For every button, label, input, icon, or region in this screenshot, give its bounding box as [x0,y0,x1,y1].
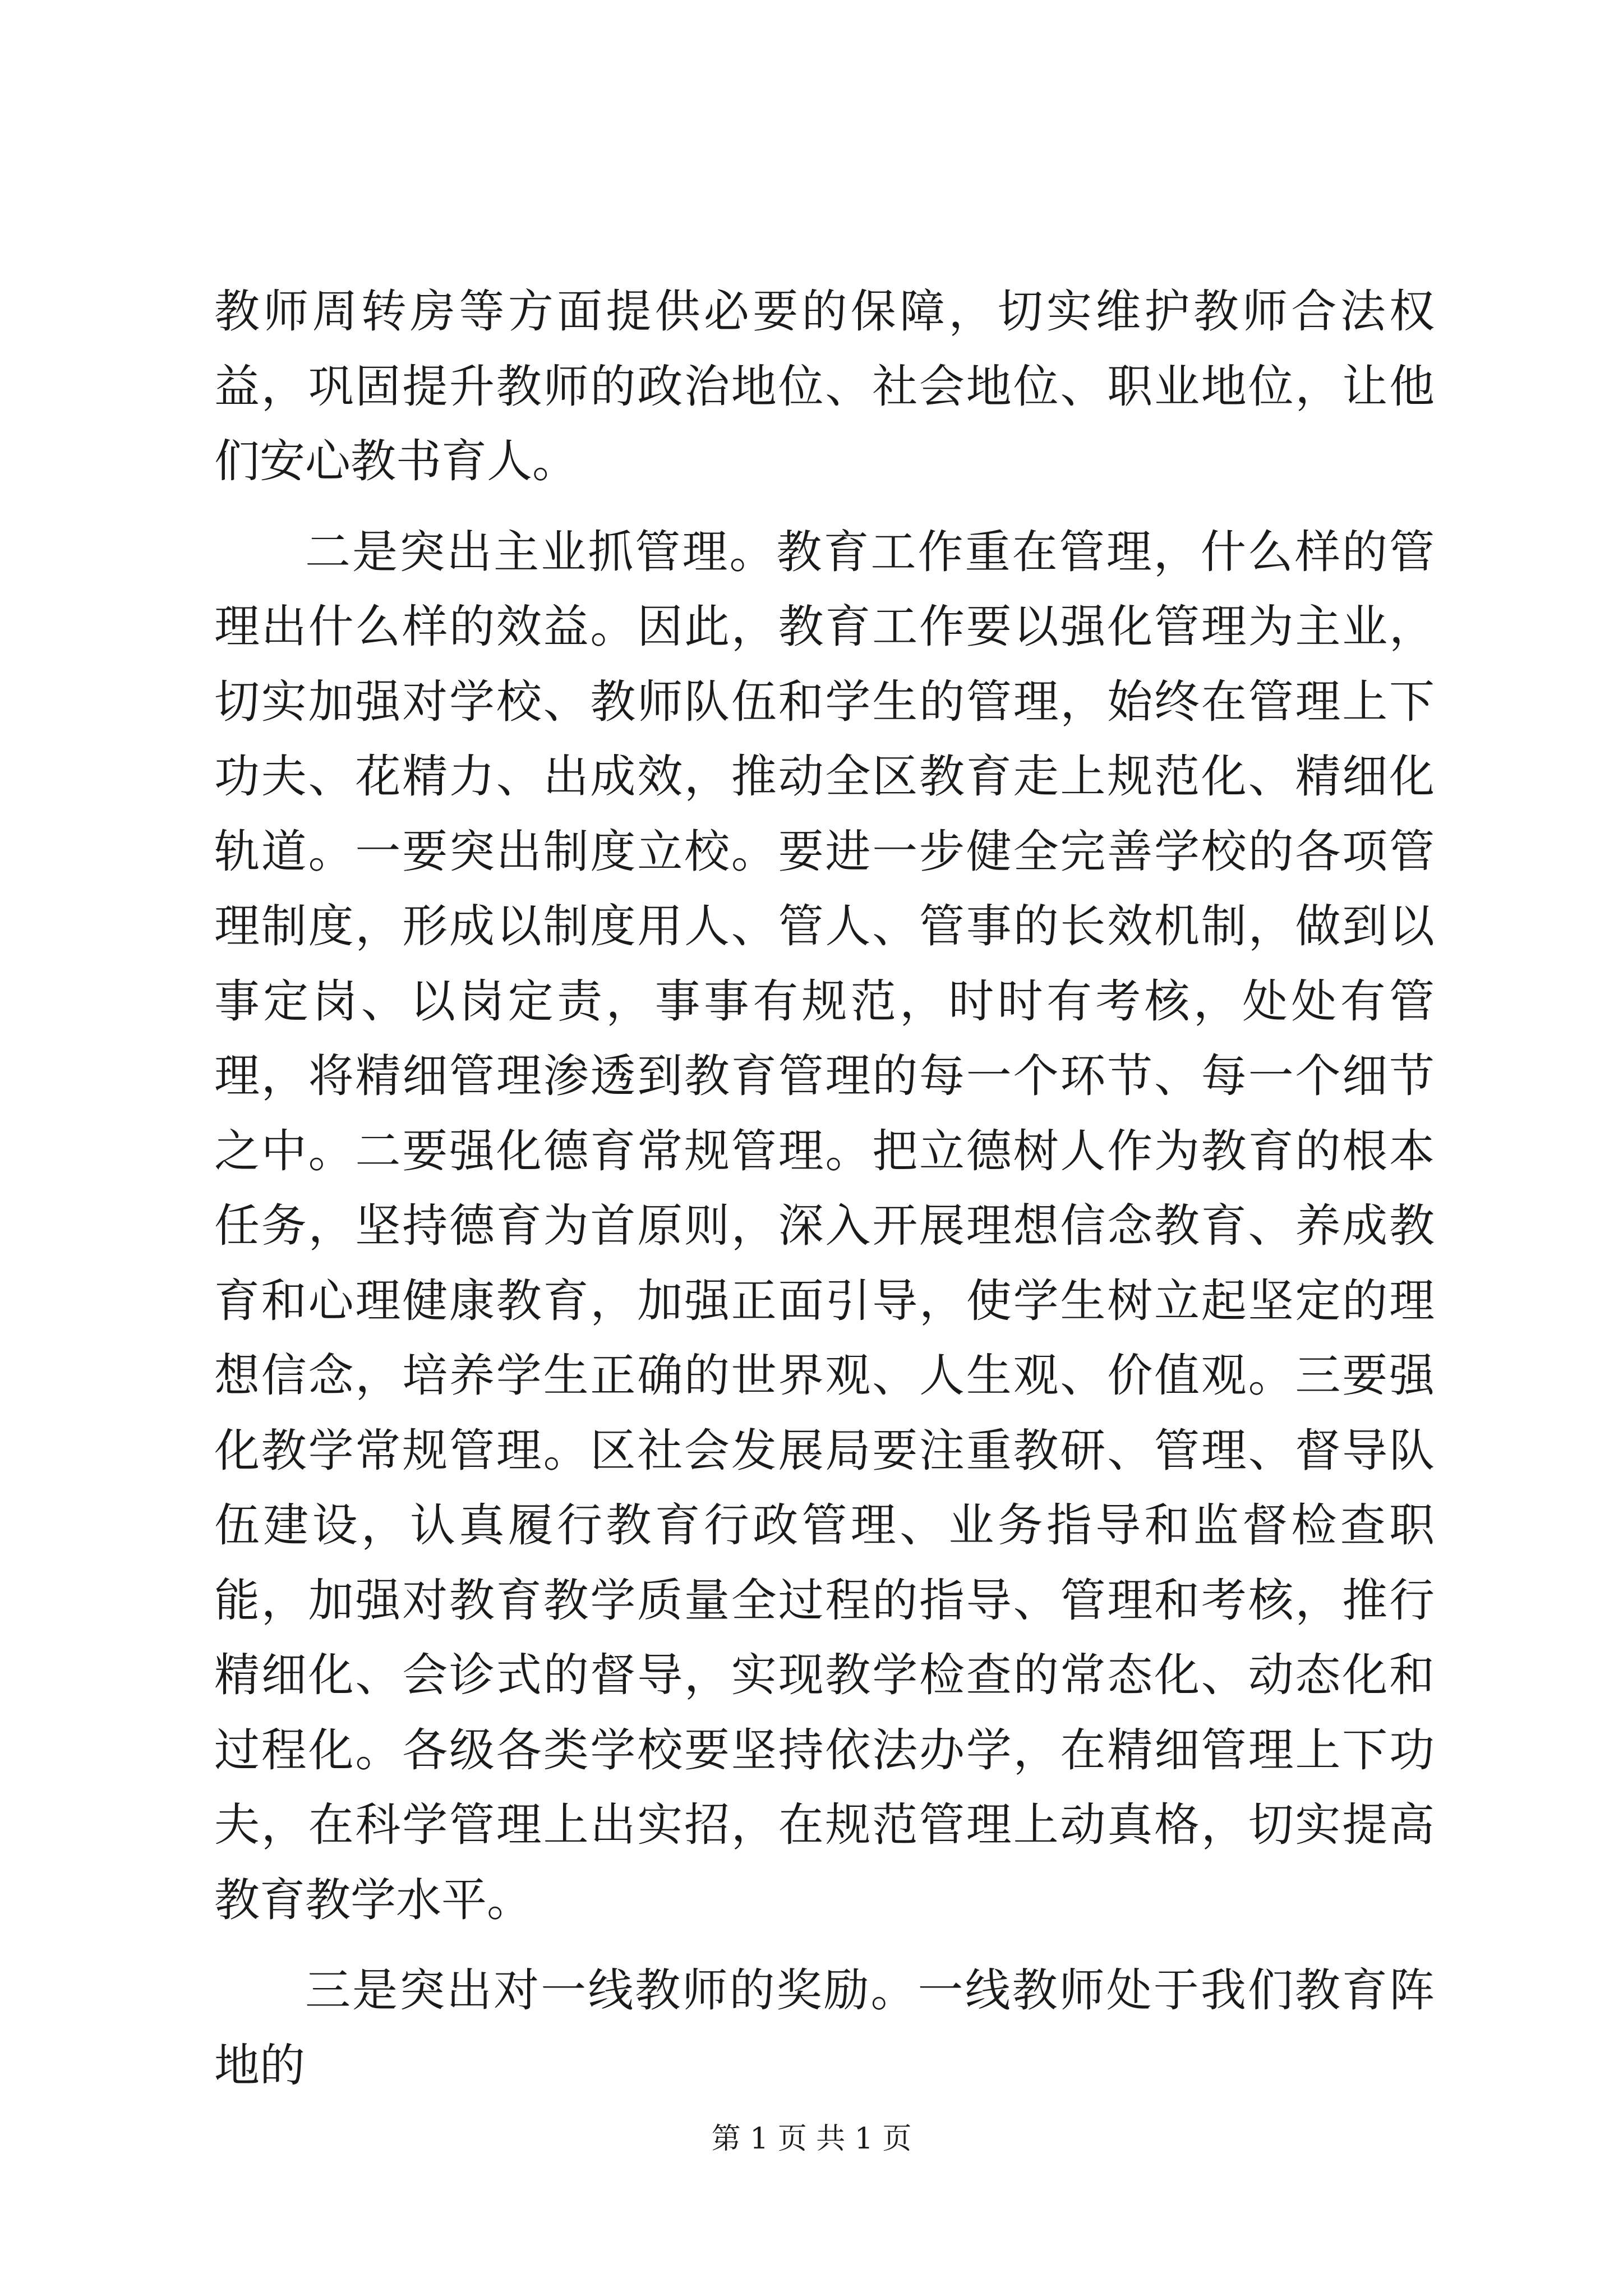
paragraph-teacher-rewards: 三是突出对一线教师的奖励。一线教师处于我们教育阵地的 [214,1964,1435,2092]
page-footer: 第 1 页 共 1 页 [711,2122,912,2156]
document-body [214,275,1435,2104]
paragraph-continued: 教师周转房等方面提供必要的保障，切实维护教师合法权益，巩固提升教师的政治地位、社会地位、职业地位，让他们安心教书育人。 [214,286,1435,488]
paragraph-management: 二是突出主业抓管理。教育工作重在管理，什么样的管理出什么样的效益。因此，教育工作要以强化管理为主业，切实加强对学校、教师队伍和学生的管理，始终在管理上下功夫、花精力、出成效，推动全区教育走上规范化、精细化轨道。一要突出制度立校。要进一步健全完善学校的各项管理制度，形成以制度用人、管人、管事的长效机制，做到以事定岗、以岗定责，事事有规范，时时有考核，处处有管理，将精细管理渗透到教育管理的每一个环节、每一个细节之中。二要强化德育常规管理。把立德树人作为教育的根本任务，坚持德育为首原则，深入开展理想信念教育、养成教育和心理健康教育，加强正面引导，使学生树立起坚定的理想信念，培养学生正确的世界观、人生观、价值观。三要强化教学常规管理。区社会发展局要注重教研、管理、督导队伍建设，认真履行教育行政管理、业务指导和监督检查职能，加强对教育教学质量全过程的指导、管理和考核，推行精细化、会诊式的督导，实现教学检查的常态化、动态化和过程化。各级各类学校要坚持依法办学，在精细管理上下功夫，在科学管理上出实招，在规范管理上动真格，切实提高教育教学水平。 [214,526,1435,1927]
